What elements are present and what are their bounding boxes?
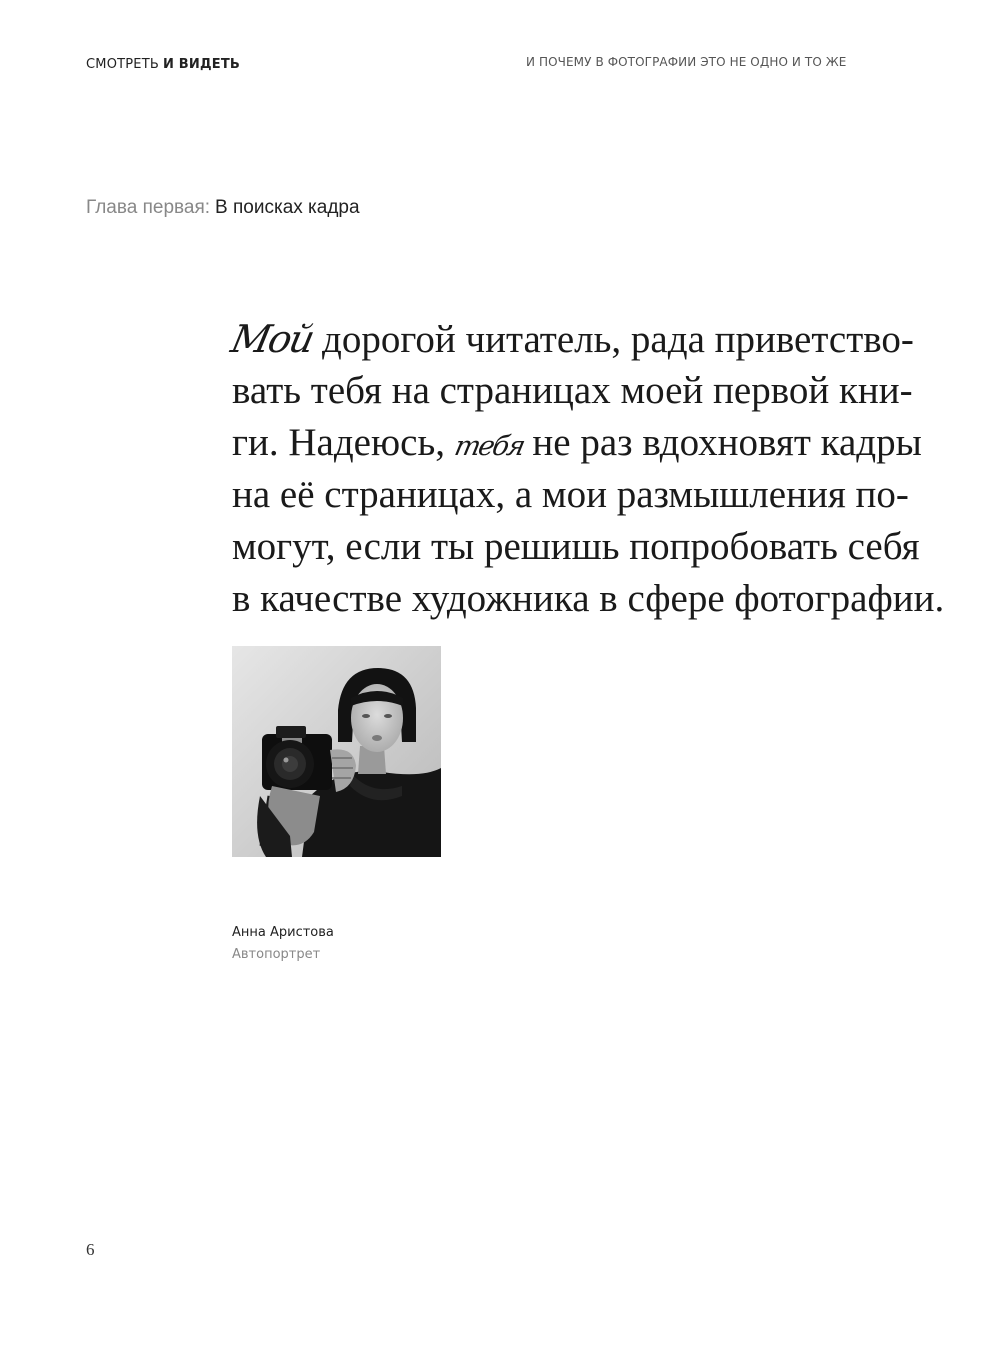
self-portrait-photo bbox=[232, 646, 441, 857]
intro-line-3-end: не раз вдохновят кадры bbox=[532, 421, 922, 464]
running-header-right: И ПОЧЕМУ В ФОТОГРАФИИ ЭТО НЕ ОДНО И ТО ЖЕ bbox=[526, 55, 847, 69]
script-word-moy: Мой bbox=[227, 317, 317, 361]
self-portrait-illustration bbox=[232, 646, 441, 857]
intro-line-1 bbox=[227, 313, 962, 365]
running-header-left bbox=[86, 57, 240, 72]
intro-line-4: на её страницах, а мои размышления по- bbox=[232, 473, 909, 516]
intro-line-3 bbox=[232, 417, 962, 469]
intro-line-3-start: ги. Надеюсь, bbox=[232, 421, 445, 464]
intro-line-5: могут, если ты решишь попробовать себя bbox=[232, 525, 920, 568]
chapter-title: В поисках кадра bbox=[215, 197, 360, 218]
script-word-tebya: тебя bbox=[451, 431, 527, 462]
intro-line-6: в качестве художника в сфере фотографии. bbox=[232, 577, 945, 620]
running-header-left-bold: И ВИДЕТЬ bbox=[162, 57, 241, 72]
intro-paragraph bbox=[227, 313, 962, 625]
chapter-heading bbox=[86, 197, 360, 219]
chapter-prefix: Глава первая: bbox=[86, 197, 211, 218]
intro-line-2: вать тебя на страницах моей первой кни- bbox=[232, 369, 913, 412]
page-number: 6 bbox=[86, 1240, 95, 1259]
photo-caption-author: Анна Аристова bbox=[232, 925, 334, 940]
intro-line-1-text: дорогой читатель, рада приветство- bbox=[322, 318, 914, 361]
running-header-left-regular: СМОТРЕТЬ bbox=[86, 57, 159, 72]
photo-caption-title: Автопортрет bbox=[232, 947, 321, 962]
